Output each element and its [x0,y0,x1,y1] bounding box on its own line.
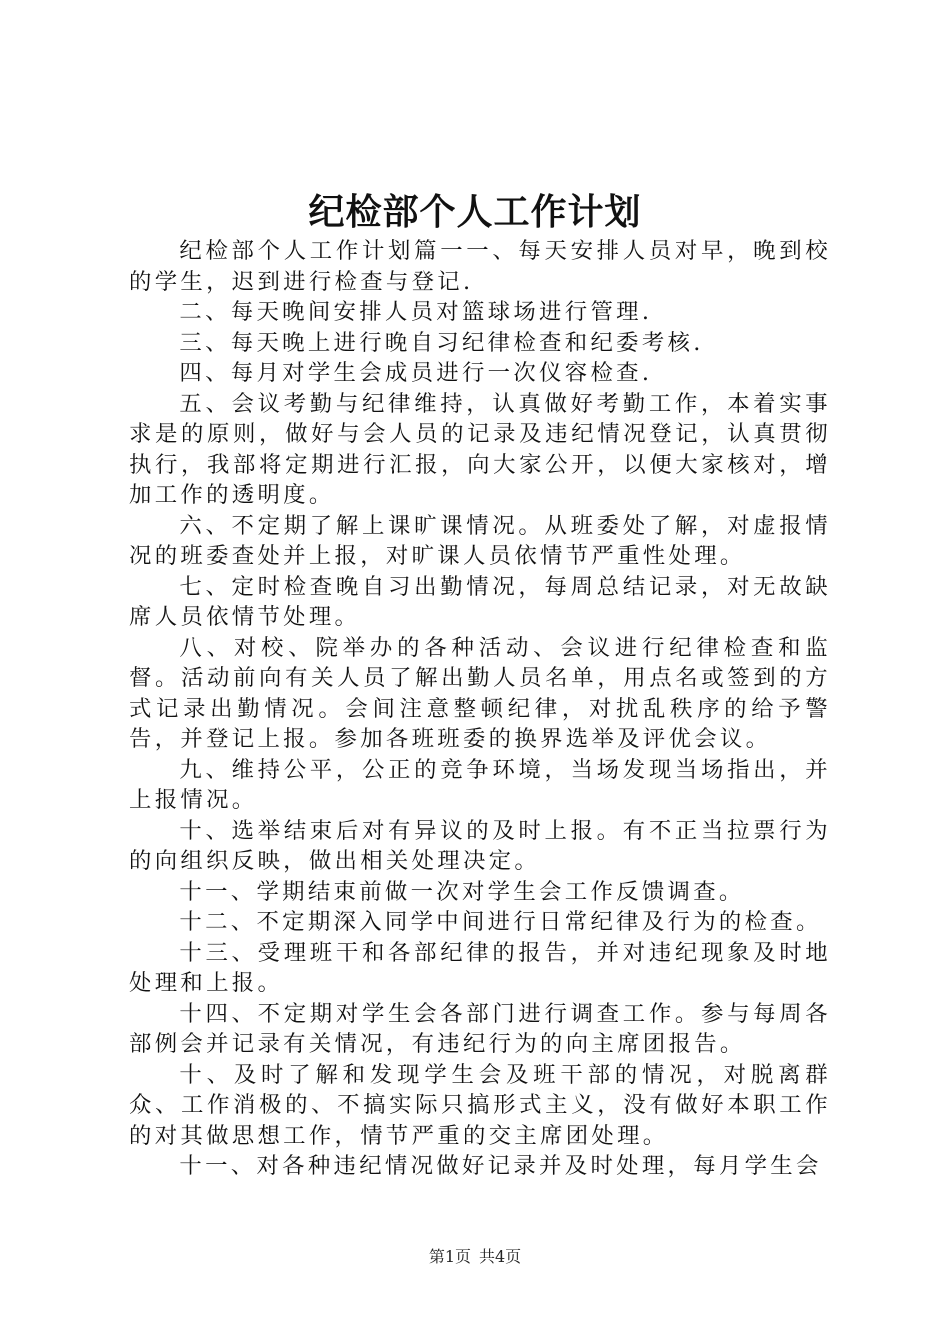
paragraph-7: 七、定时检查晚自习出勤情况，每周总结记录，对无故缺席人员依情节处理。 [129,573,831,630]
paragraph-10: 十、选举结束后对有异议的及时上报。有不正当拉票行为的向组织反映，做出相关处理决定。 [129,817,831,874]
paragraph-1: 纪检部个人工作计划篇一一、每天安排人员对早，晚到校的学生，迟到进行检查与登记. [129,238,831,295]
paragraph-5: 五、会议考勤与纪律维持，认真做好考勤工作，本着实事求是的原则，做好与会人员的记录及违纪情况登记，认真贯彻执行，我部将定期进行汇报，向大家公开，以便大家核对，增加工作的透明度。 [129,390,831,508]
paragraph-13: 十三、受理班干和各部纪律的报告，并对违纪现象及时地处理和上报。 [129,939,831,996]
paragraph-3: 三、每天晚上进行晚自习纪律检查和纪委考核. [179,329,704,356]
document-title: 纪检部个人工作计划 [308,191,642,233]
paragraph-9: 九、维持公平，公正的竞争环境，当场发现当场指出，并上报情况。 [129,756,831,813]
document-body [129,236,831,1182]
paragraph-8: 八、对校、院举办的各种活动、会议进行纪律检查和监督。活动前向有关人员了解出勤人员名单，用点名或签到的方式记录出勤情况。会间注意整顿纪律，对扰乱秩序的给予警告，并登记上报。参加各班班委的换界选举及评优会议。 [129,634,831,752]
page-number: 第1页 [428,1247,471,1266]
paragraph-6: 六、不定期了解上课旷课情况。从班委处了解，对虚报情况的班委查处并上报，对旷课人员依情节严重性处理。 [129,512,831,569]
page-footer [0,1244,950,1267]
paragraph-12: 十二、不定期深入同学中间进行日常纪律及行为的检查。 [179,909,822,935]
paragraph-4: 四、每月对学生会成员进行一次仪容检查. [179,360,653,386]
paragraph-11: 十一、学期结束前做一次对学生会工作反馈调查。 [179,878,745,905]
paragraph-15: 十、及时了解和发现学生会及班干部的情况，对脱离群众、工作消极的、不搞实际只搞形式主义，没有做好本职工作的对其做思想工作，情节严重的交主席团处理。 [129,1061,831,1149]
page-total: 共4页 [479,1247,522,1266]
paragraph-14: 十四、不定期对学生会各部门进行调查工作。参与每周各部例会并记录有关情况，有违纪行为的向主席团报告。 [129,1000,831,1057]
paragraph-2: 二、每天晚间安排人员对篮球场进行管理. [179,299,653,325]
paragraph-16: 十一、对各种违纪情况做好记录并及时处理，每月学生会 [179,1153,822,1179]
